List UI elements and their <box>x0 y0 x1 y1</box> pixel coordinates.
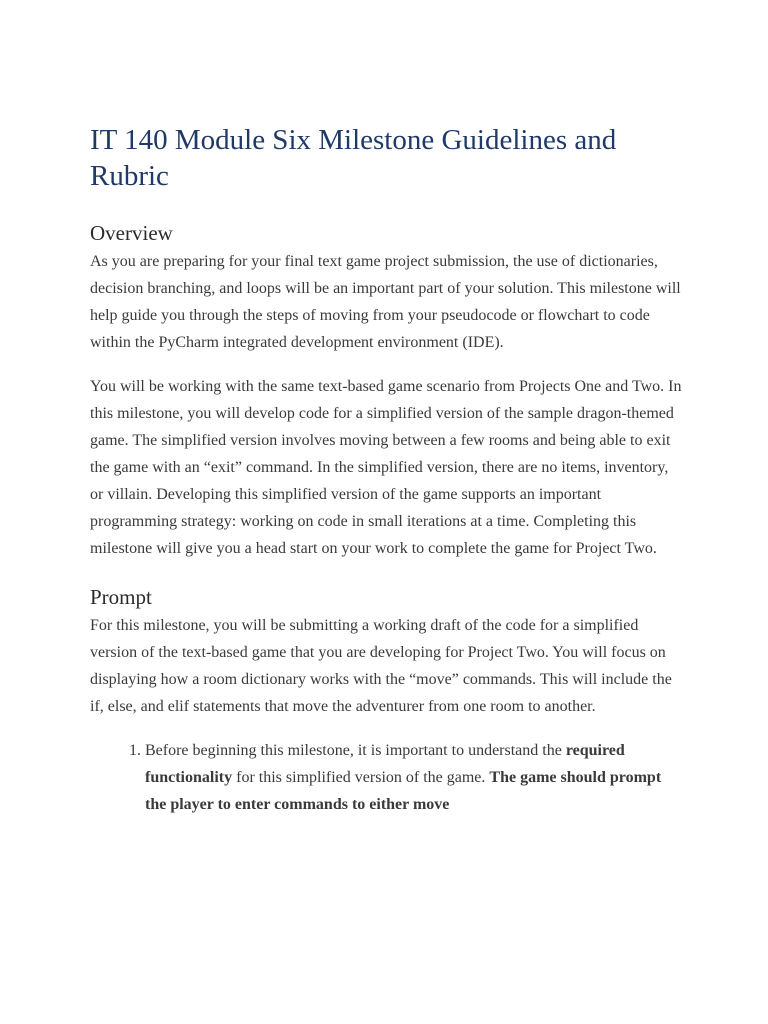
step-bold-game-prompt: The game should prompt the player to enter commands to either move <box>145 769 662 813</box>
prompt-paragraph-1: For this milestone, you will be submitting a working draft of the code for a simplified version of the text-based game that you are developing for Project Two. You will focus on displaying how a room dictionary works with the “move” commands. This will include the if, else, and elif statements that move the adventurer from one room to another. <box>90 617 672 715</box>
step-item <box>145 737 682 818</box>
document-title: IT 140 Module Six Milestone Guidelines and Rubric <box>90 124 617 192</box>
overview-heading: Overview <box>90 221 173 245</box>
document-page <box>90 122 682 818</box>
step-bold-required-functionality: required functionality <box>145 742 625 786</box>
overview-paragraph-1: As you are preparing for your final text game project submission, the use of dictionaries, decision branching, and loops will be an important part of your solution. This milestone will help guide you through the steps of moving from your pseudocode or flowchart to code within the PyCharm integrated development environment (IDE). <box>90 253 681 351</box>
step-text-before: Before beginning this milestone, it is important to understand the <box>145 742 566 759</box>
prompt-heading: Prompt <box>90 585 152 609</box>
step-text-middle: for this simplified version of the game. <box>232 769 490 786</box>
steps-list <box>90 737 682 818</box>
overview-paragraph-2: You will be working with the same text-based game scenario from Projects One and Two. In this milestone, you will develop code for a simplified version of the sample dragon-themed game. The simplified version involves moving between a few rooms and being able to exit the game with an “exit” command. In the simplified version, there are no items, inventory, or villain. Developing this simplified version of the game supports an important programming strategy: working on code in small iterations at a time. Completing this milestone will give you a head start on your work to complete the game for Project Two. <box>90 378 682 557</box>
